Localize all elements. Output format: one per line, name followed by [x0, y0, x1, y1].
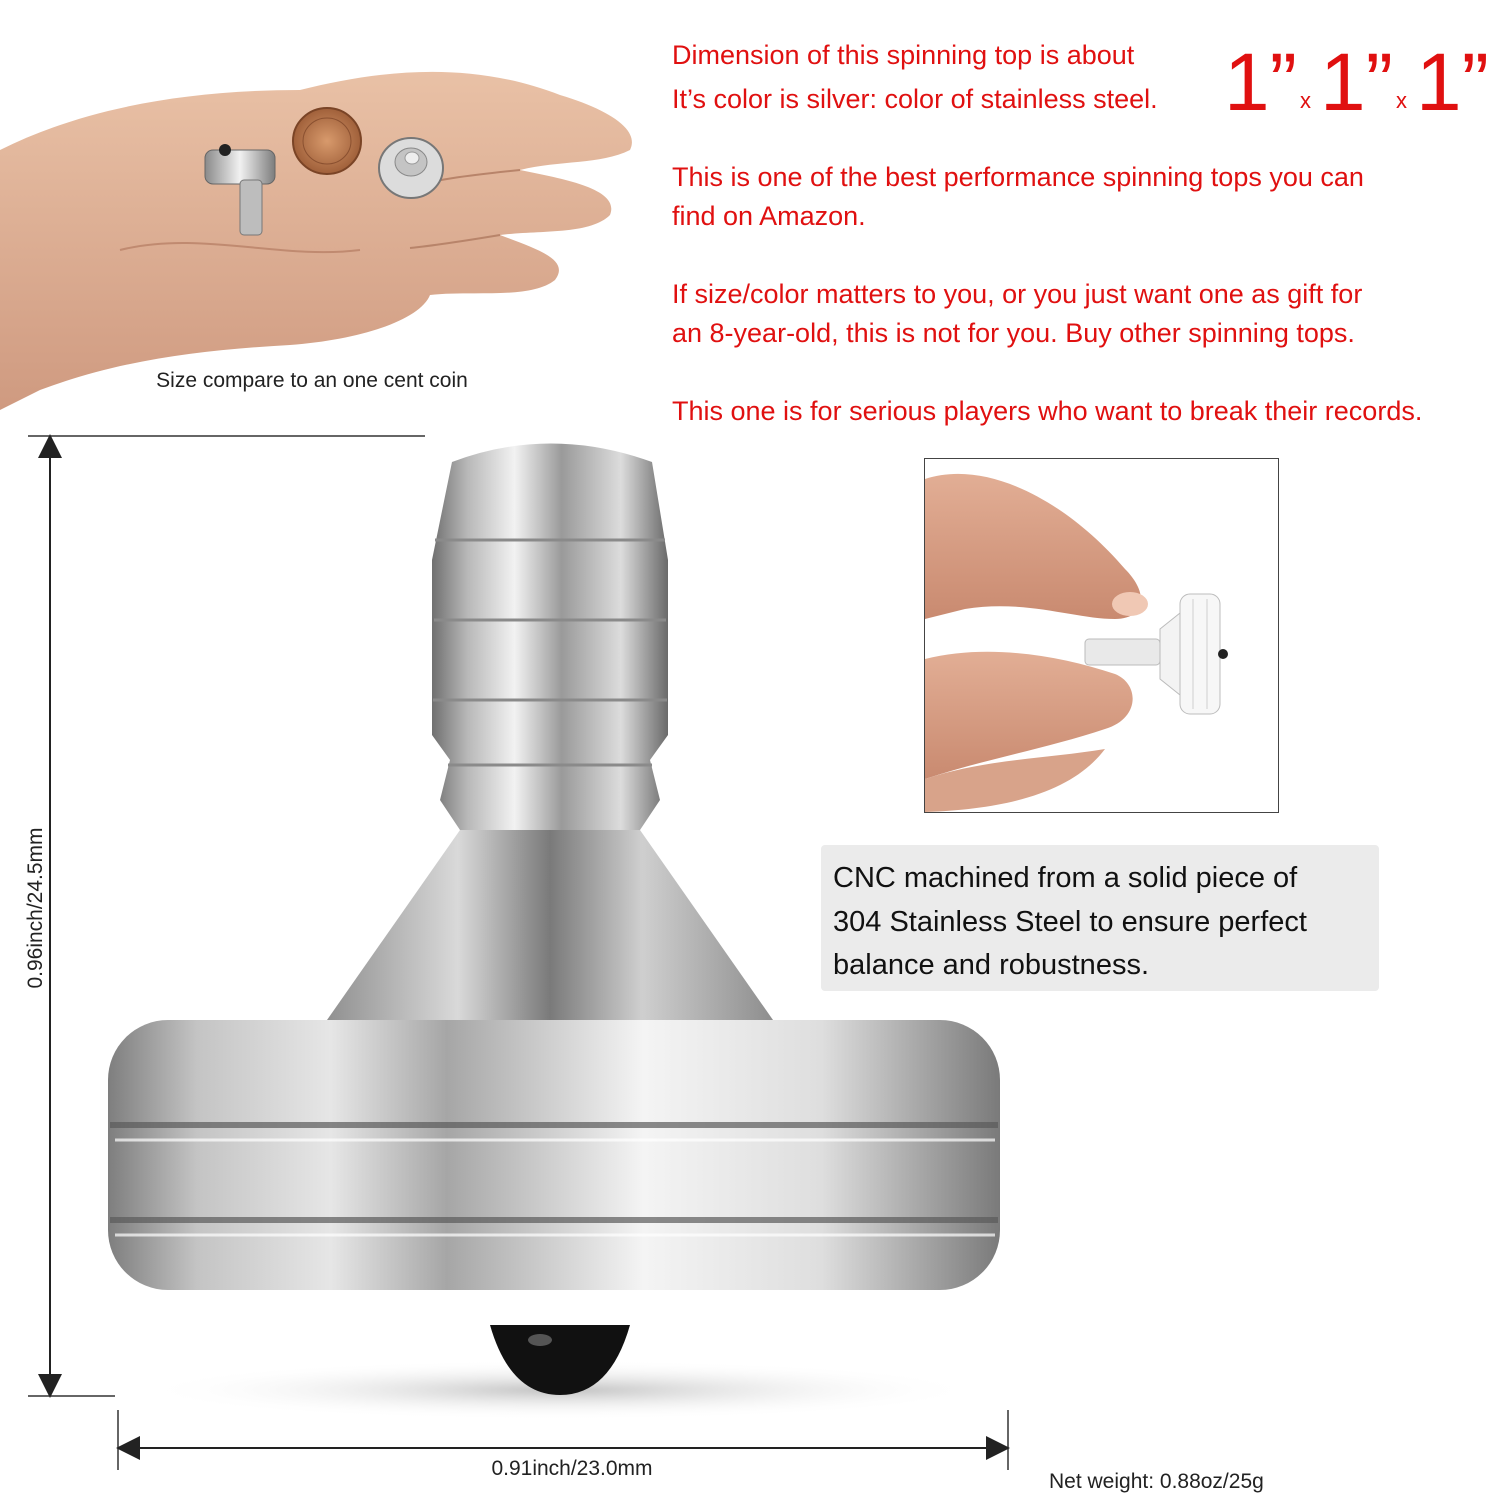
dimension-value-3: 1” [1416, 37, 1489, 128]
dimension-separator-1: x [1300, 88, 1311, 113]
dimension-text: Dimension of this spinning top is about [672, 40, 1135, 70]
width-label: 0.91inch/23.0mm [491, 1457, 653, 1480]
performance-line-1: This is one of the best performance spinning tops you can [672, 162, 1364, 192]
color-description: It’s color is silver: color of stainless steel. [672, 84, 1158, 114]
net-weight-label: Net weight: 0.88oz/25g [1049, 1470, 1264, 1493]
performance-line-2: find on Amazon. [672, 201, 866, 231]
cnc-description-box [821, 845, 1379, 991]
hand-caption: Size compare to an one cent coin [156, 369, 468, 392]
warning-line-2: an 8-year-old, this is not for you. Buy other spinning tops. [672, 318, 1355, 348]
hand-with-coin-photo [0, 0, 660, 410]
cnc-line-2: 304 Stainless Steel to ensure perfect [833, 905, 1307, 938]
dimension-separator-2: x [1396, 88, 1407, 113]
dimension-value-2: 1” [1320, 37, 1393, 128]
serious-players-line: This one is for serious players who want to break their records. [672, 396, 1423, 426]
dimension-value-1: 1” [1224, 37, 1297, 128]
height-label: 0.96inch/24.5mm [24, 827, 47, 989]
cnc-line-1: CNC machined from a solid piece of [833, 862, 1298, 894]
warning-line-1: If size/color matters to you, or you just want one as gift for [672, 279, 1363, 309]
cnc-line-3: balance and robustness. [833, 949, 1149, 981]
